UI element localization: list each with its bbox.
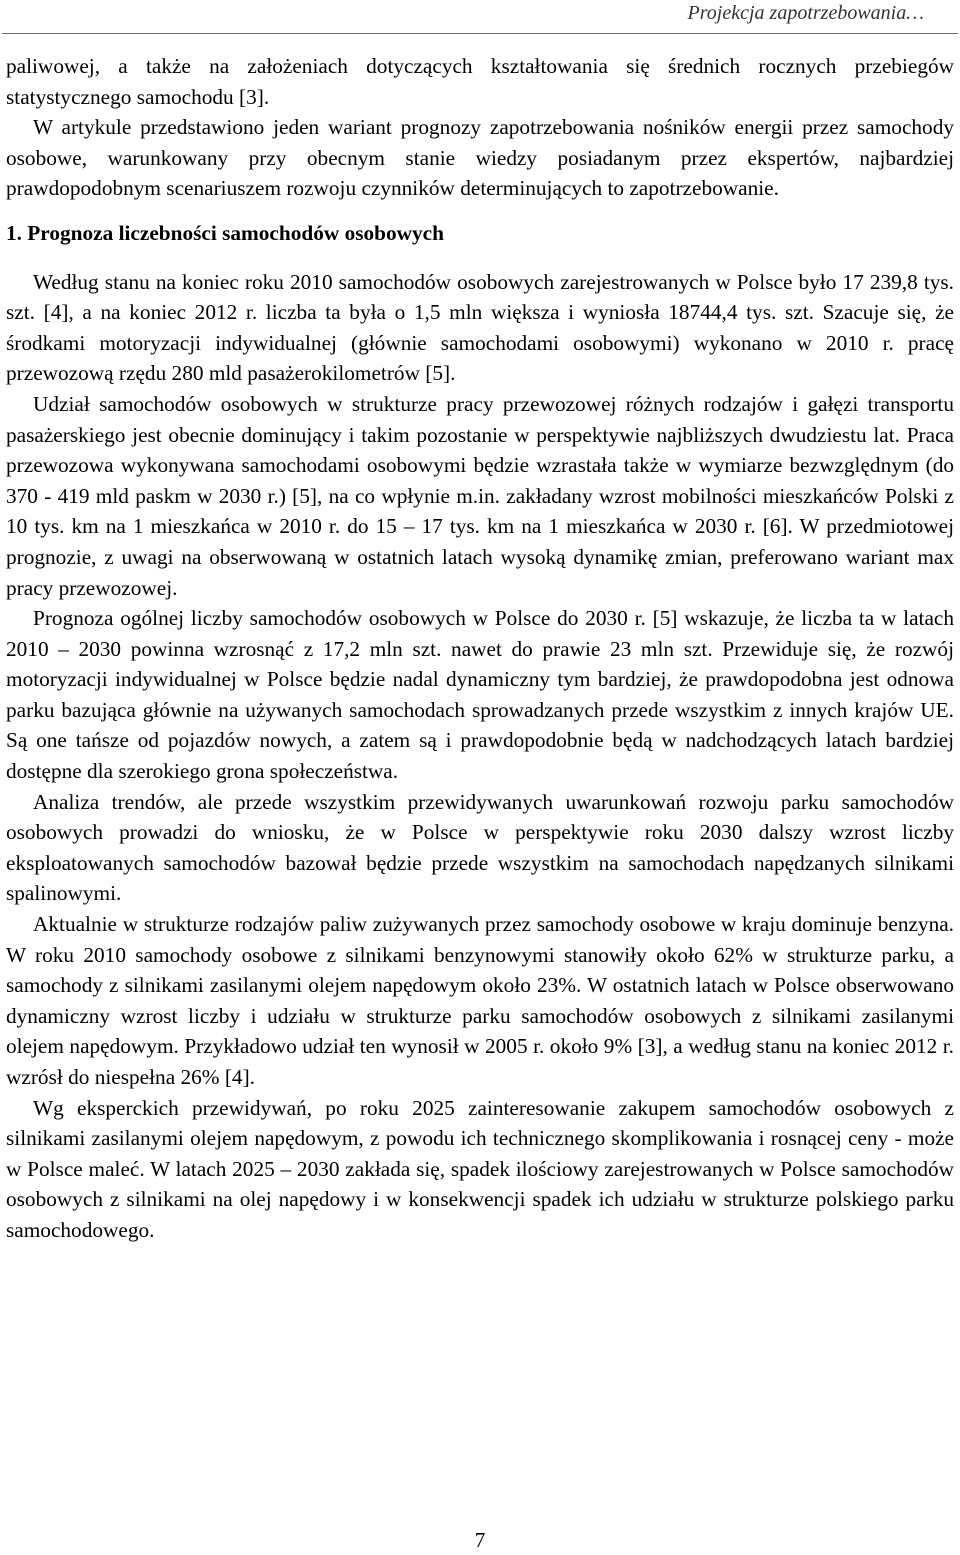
paragraph: Według stanu na koniec roku 2010 samochodów osobowych zarejestrowanych w Polsce było 17 239,8 tys. szt. [4], a na koniec 2012 r. liczba ta była o 1,5 mln większa i wyniosła 18744,4 tys. szt. Szacuje się, że środkami motoryzacji indywidualnej (głównie samochodami osobowymi) wykonano w 2010 r. pracę przewozową rzędu 280 mld pasażerokilometrów [5]. — [6, 269, 954, 386]
section-heading: 1. Prognoza liczebności samochodów osobowych — [6, 220, 444, 245]
header-divider — [2, 33, 958, 34]
page-number: 7 — [474, 1528, 486, 1552]
paragraph: W artykule przedstawiono jeden wariant prognozy zapotrzebowania nośników energii przez samochody osobowe, warunkowany przy obecnym stanie wiedzy posiadanym przez ekspertów, najbardziej prawdopodobnym scenariuszem rozwoju czynników determinujących to zapotrzebowanie. — [6, 115, 954, 201]
paragraph: Wg eksperckich przewidywań, po roku 2025 zainteresowanie zakupem samochodów osobowych z silnikami zasilanymi olejem napędowym, z powodu ich technicznego skomplikowania i rosnącej ceny - może w Polsce maleć. W latach 2025 – 2030 zakłada się, spadek ilościowy zarejestrowanych w Polsce samochodów osobowych z silnikami na olej napędowy i w konsekwencji spadek ich udziału w strukturze polskiego parku samochodowego. — [6, 1095, 954, 1242]
running-header: Projekcja zapotrzebowania… — [687, 2, 924, 24]
paragraph: Udział samochodów osobowych w strukturze pracy przewozowej różnych rodzajów i gałęzi transportu pasażerskiego jest obecnie dominujący i takim pozostanie w perspektywie najbliższych dwudziestu lat. Praca przewozowa wykonywana samochodami osobowymi będzie wzrastała także w wymiarze bezwzględnym (do 370 - 419 mld paskm w 2030 r.) [5], na co wpłynie m.in. zakładany wzrost mobilności mieszkańców Polski z 10 tys. km na 1 mieszkańca w 2010 r. do 15 – 17 tys. km na 1 mieszkańca w 2030 r. [6]. W przedmiotowej prognozie, z uwagi na obserwowaną w ostatnich latach wysoką dynamikę zmian, preferowano wariant max pracy przewozowej. — [6, 391, 954, 600]
paragraph: Prognoza ogólnej liczby samochodów osobowych w Polsce do 2030 r. [5] wskazuje, że liczba ta w latach 2010 – 2030 powinna wzrosnąć z 17,2 mln szt. nawet do prawie 23 mln szt. Przewiduje się, że rozwój motoryzacji indywidualnej w Polsce będzie nadal dynamiczny tym bardziej, że prawdopodobna jest odnowa parku bazująca głównie na używanych samochodach sprowadzanych przede wszystkim z innych krajów UE. Są one tańsze od pojazdów nowych, a zatem są i prawdopodobnie będą w nadchodzących latach bardziej dostępne dla szerokiego grona społeczeństwa. — [6, 606, 954, 784]
paragraph: paliwowej, a także na założeniach dotyczących kształtowania się średnich rocznych przebiegów statystycznego samochodu [3]. — [6, 54, 954, 109]
paragraph: Aktualnie w strukturze rodzajów paliw zużywanych przez samochody osobowe w kraju dominuje benzyna. W roku 2010 samochody osobowe z silnikami benzynowymi stanowiły około 62% w strukturze parku, a samochody z silnikami zasilanymi olejem napędowym około 23%. W ostatnich latach w Polsce obserwowano dynamiczny wzrost liczby i udziału w strukturze parku samochodów osobowych z silnikami zasilanymi olejem napędowym. Przykładowo udział ten wynosił w 2005 r. około 9% [3], a według stanu na koniec 2012 r. wzrósł do niespełna 26% [4]. — [6, 912, 954, 1089]
paragraph: Analiza trendów, ale przede wszystkim przewidywanych uwarunkowań rozwoju parku samochodów osobowych prowadzi do wniosku, że w Polsce w perspektywie roku 2030 dalszy wzrost liczby eksploatowanych samochodów bazował będzie przede wszystkim na samochodach napędzanych silnikami spalinowymi. — [6, 789, 954, 906]
body-text — [6, 51, 954, 1246]
